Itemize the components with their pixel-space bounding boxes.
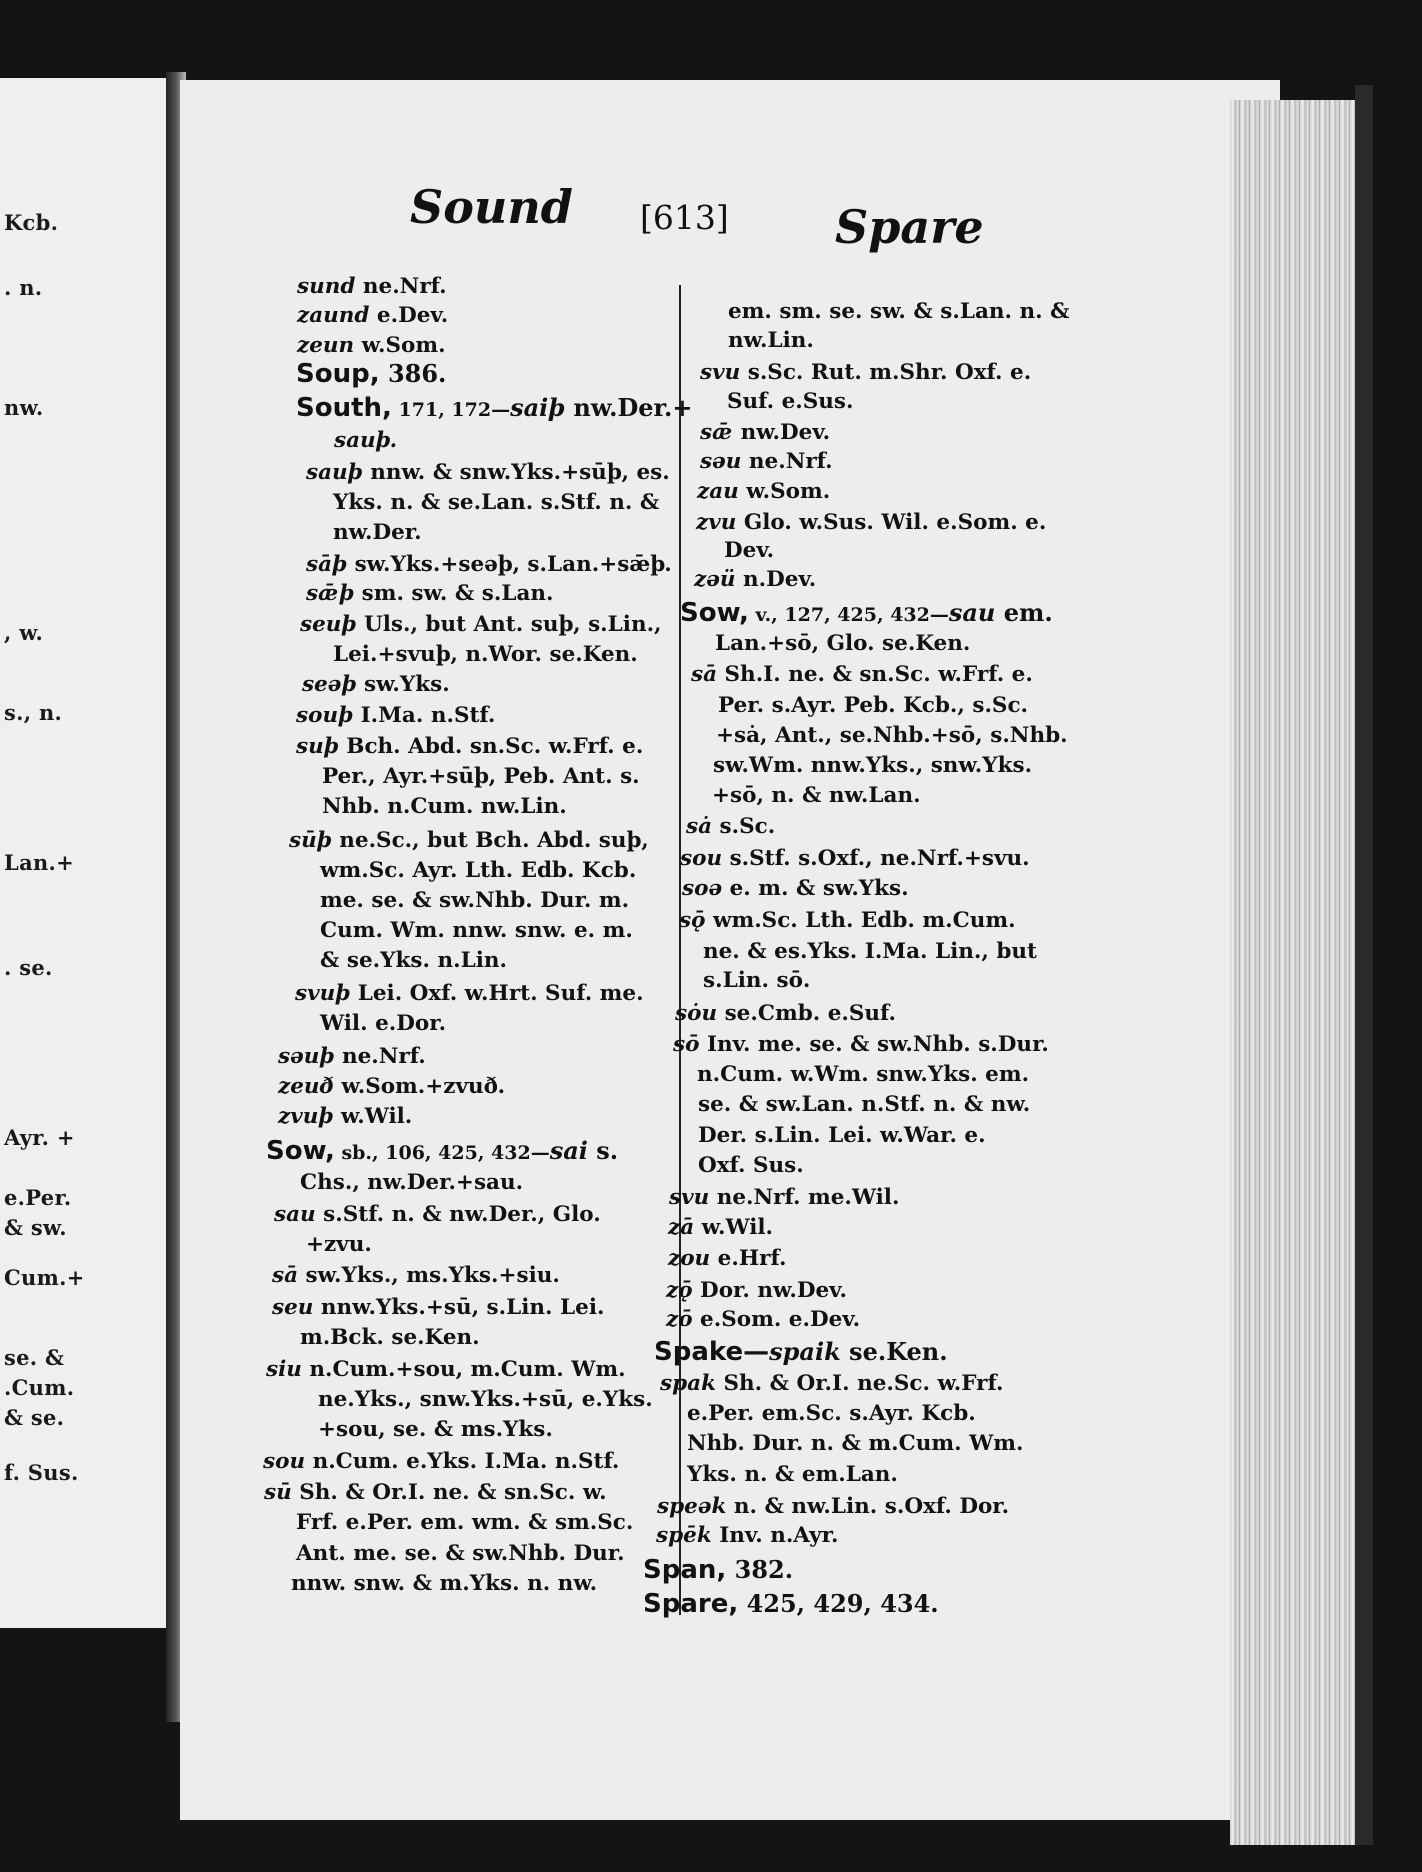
region-list: e.Dev. (369, 303, 449, 328)
right-col-line (698, 1091, 1030, 1119)
left-col-line (318, 1416, 553, 1444)
region-list: s.Sc. Rut. m.Shr. Oxf. e. (740, 360, 1032, 385)
region-list: em. (995, 598, 1053, 627)
right-col-line (703, 967, 810, 995)
region-list: wm.Sc. Ayr. Lth. Edb. Kcb. (320, 858, 637, 883)
dialect-form: speək (657, 1494, 727, 1519)
region-list: ne.Nrf. (355, 274, 447, 299)
region-list: n.Cum. e.Yks. I.Ma. n.Stf. (305, 1449, 620, 1474)
region-list: se.Ken. (840, 1337, 948, 1366)
right-col-line (700, 419, 830, 447)
left-col-line (306, 580, 554, 608)
right-col-line (716, 722, 1068, 750)
region-list: nw.Der. (333, 520, 422, 545)
region-list: w.Wil. (694, 1215, 774, 1240)
previous-page-fragment: e.Per. (4, 1185, 72, 1210)
left-col-line (263, 1448, 619, 1476)
region-list: Dev. (724, 538, 775, 563)
dialect-form: zvu (696, 510, 737, 535)
left-col-line (296, 1540, 625, 1568)
dialect-form: sou (680, 846, 723, 871)
left-col-line (272, 1262, 560, 1290)
left-col-line (296, 733, 643, 761)
left-col-line (306, 551, 672, 579)
region-list: sm. sw. & s.Lan. (354, 581, 554, 606)
right-col-line (666, 1306, 860, 1334)
right-col-line (679, 907, 1016, 935)
left-col-line (334, 427, 397, 455)
region-list: Inv. me. se. & sw.Nhb. s.Dur. (699, 1032, 1049, 1057)
region-list: Chs., nw.Der.+sau. (300, 1170, 524, 1195)
page-number: [613] (640, 198, 729, 237)
region-list: Lei.+svuþ, n.Wor. se.Ken. (333, 642, 638, 667)
region-list: +sou, se. & ms.Yks. (318, 1417, 553, 1442)
dialect-form: sǣ (700, 420, 734, 445)
region-list: Sh. & Or.I. ne. & sn.Sc. w. (291, 1480, 607, 1505)
region-list: Lei. Oxf. w.Hrt. Suf. me. (350, 981, 644, 1006)
region-list: Wil. e.Dor. (320, 1011, 447, 1036)
headword: Spare, (643, 1589, 739, 1619)
previous-page-fragment: , w. (4, 620, 44, 645)
dialect-form: seu (272, 1295, 314, 1320)
region-list: +zvu. (306, 1232, 372, 1257)
region-list: e.Hrf. (710, 1246, 787, 1271)
region-list: Yks. n. & se.Lan. s.Stf. n. & (333, 490, 660, 515)
dialect-form: saiþ (510, 393, 566, 422)
region-list: 382. (726, 1555, 794, 1584)
region-list: Per. s.Ayr. Peb. Kcb., s.Sc. (718, 693, 1029, 718)
left-col-line (266, 1356, 626, 1384)
left-col-line (296, 1509, 633, 1537)
left-col-line (297, 332, 446, 360)
right-col-line (728, 298, 1070, 326)
region-list: nnw. & snw.Yks.+sūþ, es. (362, 460, 670, 485)
right-col-line (682, 875, 909, 903)
dialect-form: sǣþ (306, 581, 355, 606)
left-col-line (289, 827, 649, 855)
right-col-line (687, 1461, 898, 1489)
right-col-line (668, 1245, 786, 1273)
region-list: nnw. snw. & m.Yks. n. nw. (291, 1571, 598, 1596)
left-col-line (296, 394, 692, 424)
region-list: Lan.+sō, Glo. se.Ken. (715, 631, 971, 656)
dialect-form: sāþ (306, 552, 348, 577)
previous-page-fragment: Kcb. (4, 210, 59, 235)
grammar-ref: 171, 172— (391, 399, 511, 421)
region-list: w.Wil. (333, 1104, 413, 1129)
region-list: Suf. e.Sus. (727, 389, 854, 414)
dialect-form: sā (691, 662, 718, 687)
left-col-line (318, 1386, 653, 1414)
right-col-line (727, 388, 854, 416)
left-col-line (322, 763, 640, 791)
dialect-form: sū (264, 1480, 292, 1505)
region-list: +sȧ, Ant., se.Nhb.+sō, s.Nhb. (716, 723, 1068, 748)
right-col-line (691, 661, 1033, 689)
region-list: Nhb. Dur. n. & m.Cum. Wm. (687, 1431, 1024, 1456)
region-list: Uls., but Ant. suþ, s.Lin., (356, 612, 662, 637)
dialect-form: zvuþ (278, 1104, 334, 1129)
region-list: s. (587, 1136, 619, 1165)
previous-page-fragment: nw. (4, 395, 44, 420)
left-col-line (320, 947, 507, 975)
region-list: s.Lin. sō. (703, 968, 811, 993)
region-list: Glo. w.Sus. Wil. e.Som. e. (736, 510, 1047, 535)
left-col-line (300, 611, 662, 639)
region-list: Frf. e.Per. em. wm. & sm.Sc. (296, 1510, 634, 1535)
region-list: s.Stf. s.Oxf., ne.Nrf.+svu. (722, 846, 1030, 871)
region-list: ne.Yks., snw.Yks.+sū, e.Yks. (318, 1387, 653, 1412)
right-col-line (694, 566, 816, 594)
right-col-line (673, 1031, 1049, 1059)
previous-page-fragment: & se. (4, 1405, 65, 1430)
dialect-form: svu (669, 1185, 710, 1210)
region-list: e.Per. em.Sc. s.Ayr. Kcb. (687, 1401, 976, 1426)
previous-page-fragment: .Cum. (4, 1375, 75, 1400)
region-list: Inv. n.Ayr. (711, 1523, 839, 1548)
right-col-line (698, 1152, 804, 1180)
dialect-form: səu (700, 449, 742, 474)
dialect-form: siu (266, 1357, 302, 1382)
left-col-line (278, 1103, 412, 1131)
dialect-form: soə (682, 876, 723, 901)
dialect-form: svu (700, 360, 741, 385)
right-col-line (715, 630, 970, 658)
region-list: 425, 429, 434. (738, 1589, 939, 1618)
dialect-form: sau (274, 1202, 316, 1227)
previous-page-fragment: se. & (4, 1345, 65, 1370)
dialect-form: zǭ (666, 1278, 693, 1303)
region-list: sw.Yks. (356, 672, 450, 697)
previous-page-fragment: . n. (4, 275, 43, 300)
region-list: sw.Yks., ms.Yks.+siu. (298, 1263, 560, 1288)
region-list: w.Som. (354, 333, 446, 358)
previous-page-fragment: & sw. (4, 1215, 67, 1240)
right-col-line (713, 752, 1032, 780)
right-col-line (680, 599, 1053, 629)
region-list: sw.Wm. nnw.Yks., snw.Yks. (713, 753, 1033, 778)
left-col-line (322, 793, 567, 821)
left-col-line (295, 980, 644, 1008)
region-list: Yks. n. & em.Lan. (687, 1462, 898, 1487)
dialect-form: səuþ (278, 1044, 335, 1069)
region-list: se. & sw.Lan. n.Stf. n. & nw. (698, 1092, 1031, 1117)
right-col-line (643, 1556, 793, 1584)
left-col-line (274, 1201, 601, 1229)
region-list: w.Som. (738, 479, 831, 504)
dialect-form: sauþ. (334, 428, 398, 453)
region-list: m.Bck. se.Ken. (300, 1325, 480, 1350)
region-list: Nhb. n.Cum. nw.Lin. (322, 794, 567, 819)
dialect-form: suþ (296, 734, 339, 759)
region-list: sw.Yks.+seəþ, s.Lan.+sǣþ. (347, 552, 672, 577)
left-col-line (333, 489, 659, 517)
right-col-line (669, 1184, 899, 1212)
left-col-line (320, 887, 629, 915)
left-col-line (300, 1169, 523, 1197)
right-col-line (686, 813, 775, 841)
previous-page-fragment: . se. (4, 955, 53, 980)
region-list: e.Som. e.Dev. (692, 1307, 861, 1332)
region-list: Sh. & Or.I. ne.Sc. w.Frf. (715, 1371, 1004, 1396)
right-col-line (656, 1522, 838, 1550)
region-list: Bch. Abd. sn.Sc. w.Frf. e. (338, 734, 644, 759)
dialect-form: sūþ (289, 828, 332, 853)
region-list: Ant. me. se. & sw.Nhb. Dur. (296, 1541, 625, 1566)
dialect-form: sȧ (686, 814, 713, 839)
dialect-form: spaik (769, 1337, 841, 1366)
previous-page-fragment: s., n. (4, 700, 63, 725)
right-col-line (703, 938, 1037, 966)
right-col-line (724, 537, 774, 565)
left-col-line (297, 273, 447, 301)
headword: Spake— (654, 1337, 770, 1367)
right-col-line (687, 1400, 976, 1428)
right-col-line (718, 692, 1028, 720)
column-divider (679, 285, 681, 1615)
dialect-form: seuþ (300, 612, 357, 637)
right-col-line (697, 1061, 1029, 1089)
region-list: nw.Der.+ (565, 393, 693, 422)
region-list: 386. (379, 359, 447, 388)
dialect-form: sou (263, 1449, 306, 1474)
right-col-line (643, 1590, 939, 1618)
dialect-form: sau (948, 598, 996, 627)
dialect-form: sȯu (675, 1001, 718, 1026)
right-col-line (687, 1430, 1023, 1458)
right-col-line (666, 1277, 847, 1305)
dialect-form: souþ (296, 703, 354, 728)
left-col-line (296, 360, 446, 388)
dialect-form: zau (697, 479, 739, 504)
dialect-form: sund (297, 274, 356, 299)
headword: Sow, (680, 598, 749, 628)
dialect-form: sā (272, 1263, 299, 1288)
previous-page-fragment: Cum.+ (4, 1265, 85, 1290)
left-col-line (264, 1479, 607, 1507)
right-col-line (696, 509, 1046, 537)
left-col-line (320, 857, 636, 885)
left-col-line (306, 459, 670, 487)
page-edges (1230, 100, 1365, 1845)
previous-page (0, 78, 172, 1628)
left-col-line (333, 641, 638, 669)
region-list: n.Cum.+sou, m.Cum. Wm. (301, 1357, 626, 1382)
headword: Span, (643, 1555, 727, 1585)
region-list: ne.Nrf. me.Wil. (709, 1185, 900, 1210)
previous-page-fragment: Ayr. + (4, 1125, 75, 1150)
region-list: e. m. & sw.Yks. (722, 876, 909, 901)
right-col-line (675, 1000, 896, 1028)
right-col-line (700, 359, 1031, 387)
dialect-form: seəþ (302, 672, 357, 697)
running-head-left: Sound (410, 180, 573, 234)
region-list: Dor. nw.Dev. (692, 1278, 847, 1303)
region-list: w.Som.+zvuð. (333, 1074, 506, 1099)
region-list: & se.Yks. n.Lin. (320, 948, 508, 973)
right-col-line (728, 327, 814, 355)
right-col-line (660, 1370, 1003, 1398)
right-col-line (680, 845, 1030, 873)
region-list: se.Cmb. e.Suf. (717, 1001, 896, 1026)
right-col-line (654, 1338, 948, 1366)
right-col-line (698, 1122, 986, 1150)
previous-page-fragment: Lan.+ (4, 850, 75, 875)
region-list: ne.Sc., but Bch. Abd. suþ, (331, 828, 649, 853)
right-col-line (700, 448, 833, 476)
region-list: ne. & es.Yks. I.Ma. Lin., but (703, 939, 1037, 964)
running-head-right: Spare (835, 200, 984, 254)
dialect-form: sǭ (679, 908, 706, 933)
left-col-line (333, 519, 422, 547)
region-list: I.Ma. n.Stf. (353, 703, 496, 728)
region-list: n.Cum. w.Wm. snw.Yks. em. (697, 1062, 1030, 1087)
region-list: em. sm. se. sw. & s.Lan. n. & (728, 299, 1070, 324)
right-col-line (697, 478, 830, 506)
grammar-ref: sb., 106, 425, 432— (334, 1142, 550, 1164)
dialect-form: zeun (297, 333, 355, 358)
left-col-line (266, 1137, 618, 1167)
left-col-line (302, 671, 450, 699)
left-col-line (297, 302, 448, 330)
left-col-line (300, 1324, 480, 1352)
region-list: s.Stf. n. & nw.Der., Glo. (315, 1202, 601, 1227)
region-list: Sh.I. ne. & sn.Sc. w.Frf. e. (717, 662, 1033, 687)
headword: Soup, (296, 359, 380, 389)
region-list: Der. s.Lin. Lei. w.War. e. (698, 1123, 986, 1148)
region-list: ne.Nrf. (334, 1044, 426, 1069)
dialect-form: sō (673, 1032, 700, 1057)
region-list: nnw.Yks.+sū, s.Lin. Lei. (313, 1295, 605, 1320)
dialect-form: zeuð (278, 1074, 334, 1099)
region-list: wm.Sc. Lth. Edb. m.Cum. (705, 908, 1016, 933)
dialect-form: spēk (656, 1523, 712, 1548)
left-col-line (320, 1010, 446, 1038)
region-list: Oxf. Sus. (698, 1153, 804, 1178)
dialect-form: sauþ (306, 460, 363, 485)
region-list: n. & nw.Lin. s.Oxf. Dor. (726, 1494, 1010, 1519)
region-list: me. se. & sw.Nhb. Dur. m. (320, 888, 630, 913)
region-list: Cum. Wm. nnw. snw. e. m. (320, 918, 633, 943)
left-col-line (296, 702, 495, 730)
right-col-line (657, 1493, 1009, 1521)
dialect-form: zō (666, 1307, 693, 1332)
headword: South, (296, 393, 392, 423)
right-col-line (712, 782, 921, 810)
previous-page-fragment: f. Sus. (4, 1460, 79, 1485)
region-list: nw.Dev. (733, 420, 831, 445)
dialect-form: zaund (297, 303, 370, 328)
left-col-line (320, 917, 633, 945)
dialect-form: sai (549, 1136, 588, 1165)
headword: Sow, (266, 1136, 335, 1166)
region-list: nw.Lin. (728, 328, 814, 353)
region-list: Per., Ayr.+sūþ, Peb. Ant. s. (322, 764, 640, 789)
region-list: n.Dev. (735, 567, 817, 592)
region-list: +sō, n. & nw.Lan. (712, 783, 921, 808)
left-col-line (291, 1570, 597, 1598)
dialect-form: spak (660, 1371, 716, 1396)
dialect-form: zəü (694, 567, 736, 592)
dialect-form: zou (668, 1246, 711, 1271)
left-col-line (272, 1294, 604, 1322)
left-col-line (306, 1231, 372, 1259)
left-col-line (278, 1043, 426, 1071)
dialect-form: svuþ (295, 981, 351, 1006)
book-edge (1355, 85, 1373, 1845)
dialect-form: zā (668, 1215, 695, 1240)
region-list: ne.Nrf. (741, 449, 833, 474)
right-col-line (668, 1214, 773, 1242)
grammar-ref: v., 127, 425, 432— (748, 604, 949, 626)
region-list: s.Sc. (712, 814, 776, 839)
left-col-line (278, 1073, 505, 1101)
